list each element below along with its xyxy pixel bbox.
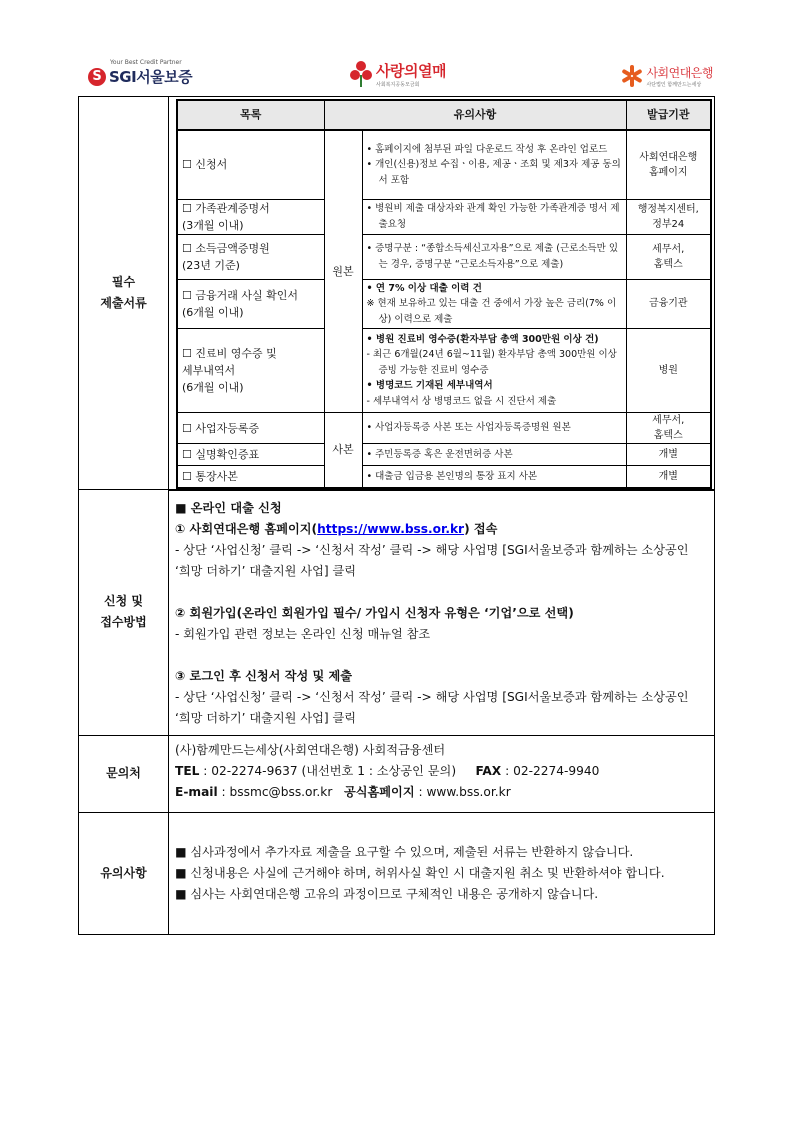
doc-notes: • 주민등록증 혹은 운전면허증 사본 <box>362 444 626 466</box>
notice-item: ■ 심사과정에서 추가자료 제출을 요구할 수 있으며, 제출된 서류는 반환하지 않습니다. <box>175 844 634 859</box>
col-header-issuer: 발급기관 <box>626 100 711 130</box>
doc-name: 가족관계증명서 (3개월 이내) <box>182 201 270 232</box>
apply-step-3: ③ 로그인 후 신청서 작성 및 제출 <box>175 668 353 683</box>
doc-name: 금융거래 사실 확인서 (6개월 이내) <box>182 288 299 319</box>
love-fruit-sub: 사회복지공동모금회 <box>376 82 420 88</box>
apply-step-1: ① 사회연대은행 홈페이지(https://www.bss.or.kr) 접속 <box>175 521 498 536</box>
doc-issuer: 금융기관 <box>626 279 711 329</box>
checkbox-icon[interactable]: ☐ <box>182 241 192 255</box>
doc-item <box>177 199 324 234</box>
doc-issuer: 세무서, 홈텍스 <box>626 413 711 444</box>
checkbox-icon[interactable]: ☐ <box>182 158 192 172</box>
checkbox-icon[interactable]: ☐ <box>182 469 192 483</box>
contact-section <box>169 736 714 807</box>
love-fruit-name: 사랑의열매 <box>376 62 446 80</box>
contact-org: (사)함께만드는세상(사회연대은행) 사회적금융센터 <box>175 742 446 757</box>
required-docs-table <box>176 99 712 489</box>
notice-item: ■ 신청내용은 사실에 근거해야 하며, 허위사실 확인 시 대출지원 취소 및 반환하셔야 합니다. <box>175 865 665 880</box>
doc-issuer: 사회연대은행 홈페이지 <box>626 130 711 199</box>
contact-label: 문의처 <box>79 735 169 812</box>
doc-notes: • 사업자등록증 사본 또는 사업자등록증명원 원본 <box>362 413 626 444</box>
doc-name: 통장사본 <box>195 469 238 483</box>
doc-item <box>177 413 324 444</box>
checkbox-icon[interactable]: ☐ <box>182 347 192 360</box>
doc-issuer: 행정복지센터, 정부24 <box>626 199 711 234</box>
copy-label: 사본 <box>324 413 362 488</box>
required-docs-label: 필수 제출서류 <box>79 97 169 490</box>
doc-item <box>177 444 324 466</box>
apply-label: 신청 및 접수방법 <box>79 490 169 736</box>
apply-step-1-desc: - 상단 ‘사업신청’ 클릭 -> ‘신청서 작성’ 클릭 -> 해당 사업명 [SGI서울보증과 함께하는 소상공인 ‘희망 더하기’ 대출지원 사업] 클릭 <box>175 542 689 578</box>
sgi-s-icon: S <box>88 68 106 86</box>
apply-step-2: ② 회원가입(온라인 회원가입 필수/ 가입시 신청자 유형은 ‘기업’으로 선택) <box>175 605 574 620</box>
notice-section <box>169 832 714 915</box>
bss-logo <box>621 64 713 88</box>
doc-item <box>177 466 324 488</box>
apply-heading: ■ 온라인 대출 신청 <box>175 500 282 515</box>
doc-name: 사업자등록증 <box>195 421 260 435</box>
doc-issuer: 개별 <box>626 466 711 488</box>
doc-notes: • 병원비 제출 대상자와 관계 확인 가능한 가족관계증 명서 제출요청 <box>362 199 626 234</box>
doc-notes: • 연 7% 이상 대출 이력 건 ※ 현재 보유하고 있는 대출 건 중에서 가장 높은 금리(7% 이상) 이력으로 제출 <box>362 279 626 329</box>
col-header-list: 목록 <box>177 100 324 130</box>
bss-sub: 사단법인 함께만드는세상 <box>646 82 702 88</box>
doc-item <box>177 279 324 329</box>
apply-step-2-desc: - 회원가입 관련 정보는 온라인 신청 매뉴얼 참조 <box>175 626 431 641</box>
doc-notes: • 홈페이지에 첨부된 파일 다운로드 작성 후 온라인 업로드 • 개인(신용)정보 수집ㆍ이용, 제공ㆍ조회 및 제3자 제공 동의서 포함 <box>362 130 626 199</box>
doc-notes: • 대출금 입금용 본인명의 통장 표지 사본 <box>362 466 626 488</box>
col-header-notes: 유의사항 <box>324 100 626 130</box>
doc-item <box>177 130 324 199</box>
checkbox-icon[interactable]: ☐ <box>182 288 192 302</box>
doc-name: 실명확인증표 <box>195 448 260 461</box>
doc-name: 소득금액증명원 (23년 기준) <box>182 241 270 272</box>
checkbox-icon[interactable]: ☐ <box>182 201 192 215</box>
apply-section <box>169 491 714 735</box>
doc-notes: • 증명구분 : “종합소득세신고자용”으로 제출 (근로소득만 있는 경우, 증명구분 “근로소득자용”으로 제출) <box>362 234 626 279</box>
contact-web: E-mail : bssmc@bss.or.kr 공식홈페이지 : www.bss.or.kr <box>175 784 511 799</box>
doc-item <box>177 234 324 279</box>
doc-issuer: 개별 <box>626 444 711 466</box>
love-fruit-logo <box>350 60 446 88</box>
checkbox-icon[interactable]: ☐ <box>182 448 192 461</box>
love-fruit-icon <box>350 61 372 87</box>
contact-phone: TEL : 02-2274-9637 (내선번호 1 : 소상공인 문의) FAX : 02-2274-9940 <box>175 763 600 778</box>
notice-label: 유의사항 <box>79 812 169 934</box>
bss-home-link[interactable]: https://www.bss.or.kr <box>317 521 465 536</box>
guide-table <box>78 96 715 935</box>
doc-notes: • 병원 진료비 영수증(환자부담 총액 300만원 이상 건) - 최근 6개월(24년 6월~11월) 환자부담 총액 300만원 이상 증빙 가능한 진료비 영수증 • 병명코드 기재된 세부내역서 - 세부내역서 상 병명코드 없을 시 진단서 제출 <box>362 329 626 413</box>
doc-name: 진료비 영수증 및 세부내역서 (6개월 이내) <box>182 347 277 394</box>
email-link[interactable]: bssmc@bss.or.kr <box>229 784 333 799</box>
doc-issuer: 병원 <box>626 329 711 413</box>
doc-issuer: 세무서, 홈텍스 <box>626 234 711 279</box>
bss-pinwheel-icon <box>621 65 643 87</box>
sgi-tagline: Your Best Credit Partner <box>110 59 182 66</box>
header-logos <box>78 59 715 96</box>
bss-name: 사회연대은행 <box>646 66 713 80</box>
sgi-name: SGI서울보증 <box>109 68 193 86</box>
apply-step-3-desc: - 상단 ‘사업신청’ 클릭 -> ‘신청서 작성’ 클릭 -> 해당 사업명 [SGI서울보증과 함께하는 소상공인 ‘희망 더하기’ 대출지원 사업] 클릭 <box>175 689 689 725</box>
checkbox-icon[interactable]: ☐ <box>182 421 192 435</box>
sgi-logo <box>88 59 193 87</box>
doc-item <box>177 329 324 413</box>
original-label: 원본 <box>324 130 362 413</box>
doc-name: 신청서 <box>195 158 228 172</box>
notice-item: ■ 심사는 사회연대은행 고유의 과정이므로 구체적인 내용은 공개하지 않습니다. <box>175 886 599 901</box>
